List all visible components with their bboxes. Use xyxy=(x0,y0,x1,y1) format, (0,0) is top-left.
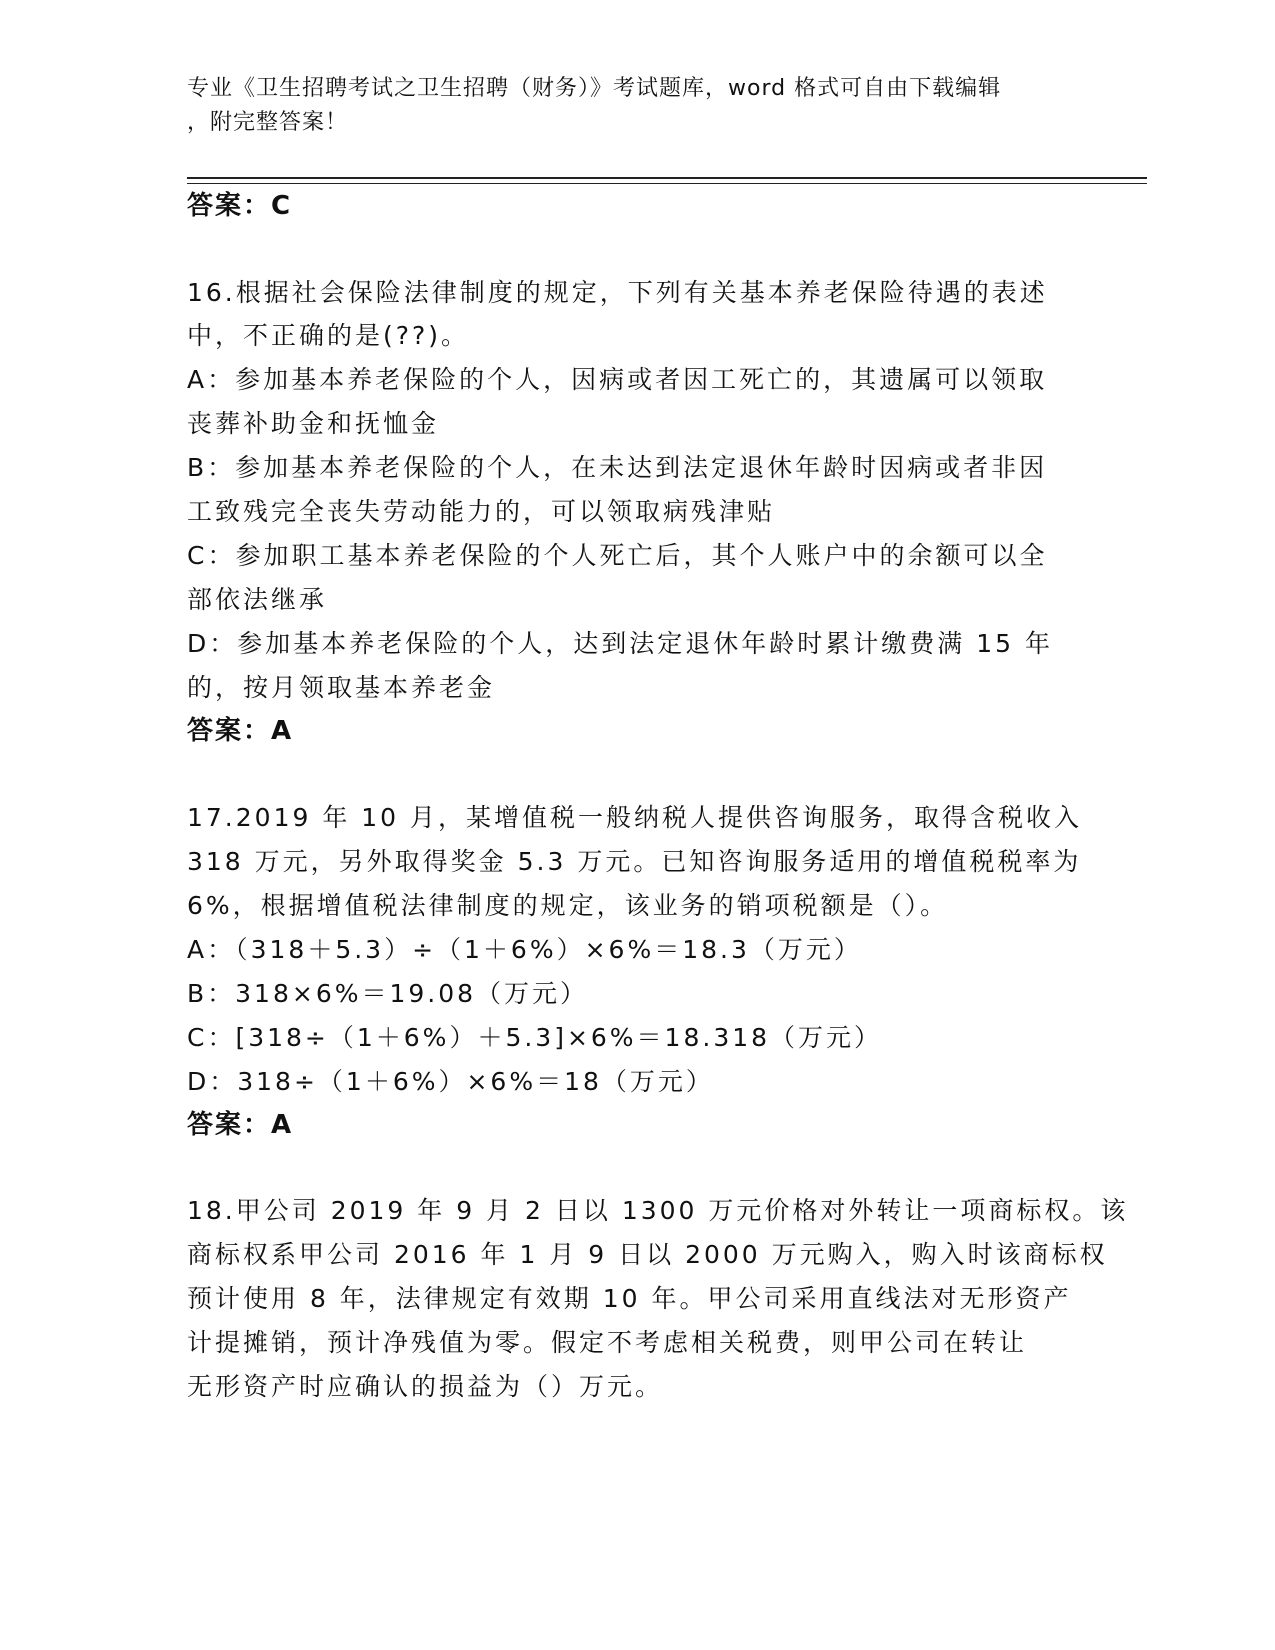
question-16-option-b-line-1: B：参加基本养老保险的个人，在未达到法定退休年龄时因病或者非因 xyxy=(187,453,1048,482)
question-16-option-d-line-1: D：参加基本养老保险的个人，达到法定退休年龄时累计缴费满 15 年 xyxy=(187,629,1053,658)
question-16-option-a-line-2: 丧葬补助金和抚恤金 xyxy=(187,409,440,438)
question-16-stem-line-1: 16.根据社会保险法律制度的规定，下列有关基本养老保险待遇的表述 xyxy=(187,278,1048,307)
question-16-answer: 答案：A xyxy=(187,716,294,746)
question-17-stem-line-1: 17.2019 年 10 月，某增值税一般纳税人提供咨询服务，取得含税收入 xyxy=(187,803,1083,832)
question-18-stem-line-4: 计提摊销，预计净残值为零。假定不考虑相关税费，则甲公司在转让 xyxy=(187,1328,1028,1357)
header-divider-thin xyxy=(187,183,1147,184)
question-18-stem-line-3: 预计使用 8 年，法律规定有效期 10 年。甲公司采用直线法对无形资产 xyxy=(187,1284,1072,1313)
answer-previous: 答案：C xyxy=(187,191,293,221)
question-17-option-a: A：（318＋5.3）÷（1＋6%）×6%＝18.3（万元） xyxy=(187,935,862,964)
question-16-option-d-line-2: 的，按月领取基本养老金 xyxy=(187,673,496,702)
question-16-option-a-line-1: A：参加基本养老保险的个人，因病或者因工死亡的，其遗属可以领取 xyxy=(187,365,1048,394)
question-18-stem-line-1: 18.甲公司 2019 年 9 月 2 日以 1300 万元价格对外转让一项商标权。该 xyxy=(187,1196,1129,1225)
question-16-option-c-line-2: 部依法继承 xyxy=(187,585,328,614)
question-17-answer: 答案：A xyxy=(187,1110,294,1140)
header-line-2: ，附完整答案！ xyxy=(187,110,349,135)
document-header xyxy=(187,72,1067,140)
question-16-option-c-line-1: C：参加职工基本养老保险的个人死亡后，其个人账户中的余额可以全 xyxy=(187,541,1048,570)
question-18-stem-line-5: 无形资产时应确认的损益为（）万元。 xyxy=(187,1372,664,1401)
header-divider-thick xyxy=(187,177,1147,179)
header-line-1: 专业《卫生招聘考试之卫生招聘（财务）》考试题库，word 格式可自由下载编辑 xyxy=(187,76,1002,101)
question-16-stem-line-2: 中，不正确的是(??)。 xyxy=(187,321,470,350)
question-17-stem-line-3: 6%，根据增值税法律制度的规定，该业务的销项税额是（）。 xyxy=(187,891,949,920)
question-17-option-b: B：318×6%＝19.08（万元） xyxy=(187,979,589,1008)
question-16-option-b-line-2: 工致残完全丧失劳动能力的，可以领取病残津贴 xyxy=(187,497,776,526)
question-17-option-c: C：[318÷（1＋6%）＋5.3]×6%＝18.318（万元） xyxy=(187,1023,883,1052)
question-17-option-d: D：318÷（1＋6%）×6%＝18（万元） xyxy=(187,1067,714,1096)
question-17-stem-line-2: 318 万元，另外取得奖金 5.3 万元。已知咨询服务适用的增值税税率为 xyxy=(187,847,1082,876)
question-18-stem-line-2: 商标权系甲公司 2016 年 1 月 9 日以 2000 万元购入，购入时该商标权 xyxy=(187,1240,1108,1269)
